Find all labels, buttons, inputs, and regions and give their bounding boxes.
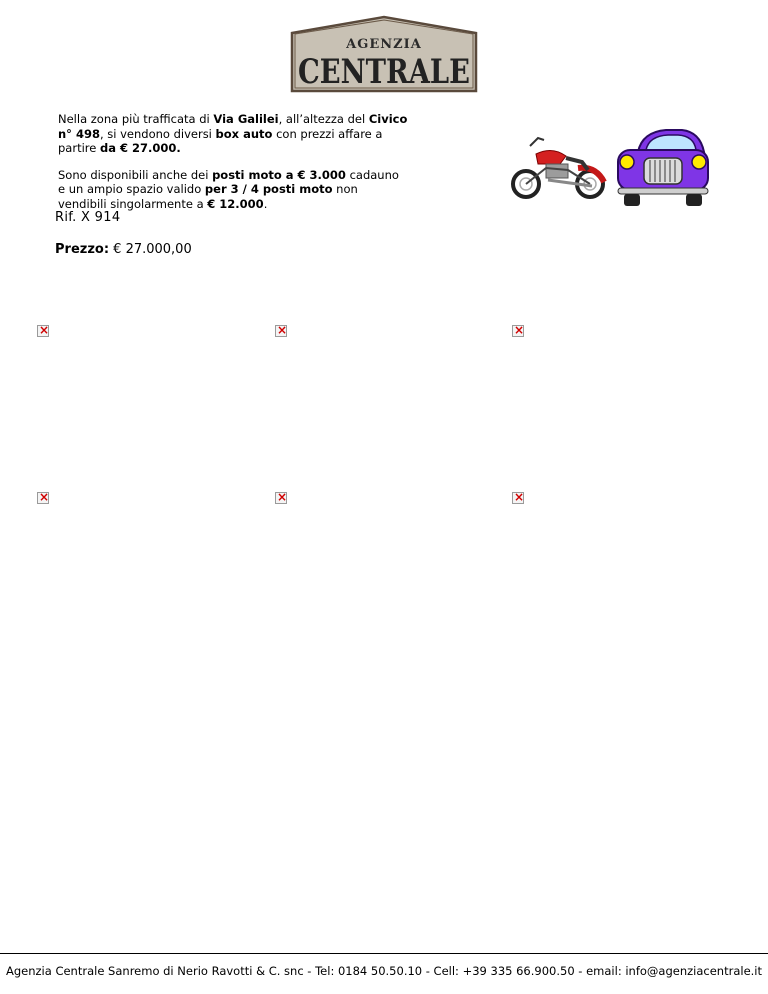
motorcycle-icon (513, 138, 604, 197)
description-paragraph-2: Sono disponibili anche dei posti moto a € 3.000 cadauno e un ampio spazio valido per 3 / 4 posti moto non vendibili singolarmente a € 12.000. (58, 167, 399, 211)
logo-line2: CENTRALE (298, 52, 470, 92)
description-paragraph-1: Nella zona più trafficata di Via Galilei, all’altezza del Civico n° 498, si vendono diversi box auto con prezzi affare a partire da € 27.000. (58, 112, 408, 155)
vehicles-illustration (508, 124, 712, 208)
broken-image-icon (275, 325, 287, 337)
broken-image-icon (275, 492, 287, 504)
footer-divider (0, 953, 768, 954)
price-label: Prezzo: (55, 242, 110, 257)
broken-image-icon (37, 325, 49, 337)
price (55, 242, 192, 257)
price-value: € 27.000,00 (109, 242, 192, 257)
broken-image-icon (512, 325, 524, 337)
car-icon (618, 130, 708, 206)
reference-code: Rif. X 914 (55, 210, 121, 225)
logo-line1: AGENZIA (346, 37, 422, 52)
listing-description (58, 112, 408, 223)
broken-image-icon (512, 492, 524, 504)
footer-contact: Agenzia Centrale Sanremo di Nerio Ravotti & C. snc - Tel: 0184 50.50.10 - Cell: +39 335 66.900.50 - email: info@agenziacentrale.it (5, 964, 763, 978)
agenzia-centrale-logo (291, 16, 477, 92)
broken-image-icon (37, 492, 49, 504)
